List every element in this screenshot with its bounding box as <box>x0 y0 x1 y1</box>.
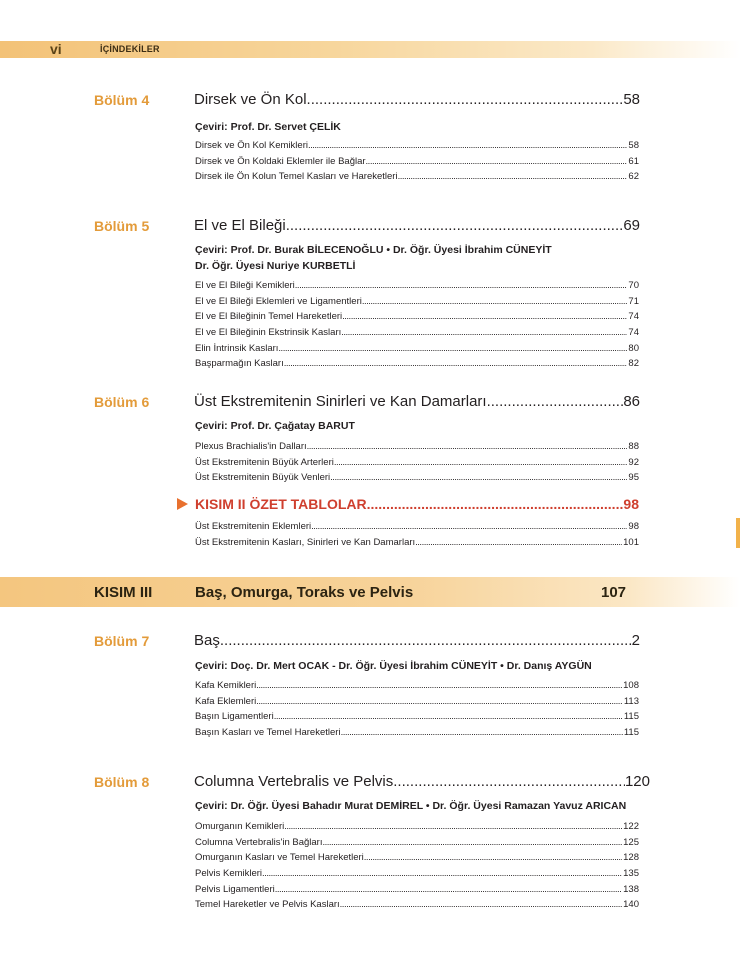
entry-title: Dirsek ile Ön Kolun Temel Kasları ve Hareketleri <box>195 171 398 183</box>
toc-entry[interactable] <box>195 835 639 851</box>
translators <box>195 658 625 674</box>
toc-entry[interactable] <box>195 866 639 882</box>
entry-title: Dirsek ve Ön Koldaki Eklemler ile Bağlar <box>195 155 366 167</box>
chapter-title: Baş <box>194 632 220 649</box>
summary-page: 98 <box>623 496 639 512</box>
entry-title: Omurganın Kasları ve Temel Hareketleri <box>195 852 364 864</box>
entry-title: El ve El Bileğinin Ekstrinsik Kasları <box>195 327 342 339</box>
dot-leader <box>307 439 628 455</box>
chapter-page: 69 <box>623 217 640 234</box>
translators <box>195 798 635 814</box>
entry-title: Kafa Eklemleri <box>195 695 257 707</box>
translators <box>195 418 625 434</box>
entry-page: 80 <box>628 342 639 354</box>
toc-entry[interactable] <box>195 138 639 154</box>
entry-list <box>195 278 639 372</box>
dot-leader <box>364 850 622 866</box>
translators <box>195 242 625 274</box>
entry-page: 61 <box>628 155 639 167</box>
dot-leader <box>367 495 624 513</box>
chapter-title-row[interactable] <box>194 393 640 411</box>
entry-page: 140 <box>623 899 639 911</box>
dot-leader <box>307 91 624 109</box>
entry-title: El ve El Bileği Eklemleri ve Ligamentleri <box>195 295 362 307</box>
toc-entry[interactable] <box>195 725 639 741</box>
entry-page: 108 <box>623 680 639 691</box>
dot-leader <box>275 882 622 898</box>
translator-line: Çeviri: Prof. Dr. Servet ÇELİK <box>195 121 341 133</box>
entry-title: Elin İntrinsik Kasları <box>195 342 279 354</box>
dot-leader <box>341 325 627 341</box>
entry-page: 135 <box>623 868 639 880</box>
toc-entry[interactable] <box>195 694 639 710</box>
entry-page: 58 <box>628 140 639 151</box>
chapter-page: 86 <box>623 393 640 410</box>
dot-leader <box>393 773 625 791</box>
chapter-label: Bölüm 8 <box>94 774 150 790</box>
entry-page: 88 <box>628 441 639 452</box>
dot-leader <box>366 154 628 170</box>
entry-page: 115 <box>623 727 639 739</box>
entry-page: 138 <box>623 883 639 895</box>
running-title: İÇİNDEKİLER <box>100 44 160 54</box>
chapter-page: 2 <box>631 632 640 649</box>
dot-leader <box>415 535 622 551</box>
dot-leader <box>220 632 632 650</box>
entry-list <box>195 439 639 486</box>
dot-leader <box>278 341 627 357</box>
translator-line: Dr. Öğr. Üyesi Nuriye KURBETLİ <box>195 260 356 272</box>
dot-leader <box>308 138 627 154</box>
entry-page: 70 <box>628 280 639 291</box>
entry-title: Pelvis Kemikleri <box>195 868 263 880</box>
dot-leader <box>311 519 627 535</box>
chapter-title: Üst Ekstremitenin Sinirleri ve Kan Damarları <box>194 393 487 410</box>
chapter-label: Bölüm 4 <box>94 92 150 108</box>
toc-entry[interactable] <box>195 519 639 535</box>
entry-page: 115 <box>623 711 639 723</box>
side-tab-marker <box>736 518 740 548</box>
dot-leader <box>295 278 628 294</box>
entry-title: Dirsek ve Ön Kol Kemikleri <box>195 140 308 151</box>
dot-leader <box>340 897 622 913</box>
toc-entry[interactable] <box>195 169 639 185</box>
entry-page: 74 <box>628 311 639 323</box>
dot-leader <box>330 470 627 486</box>
entry-title: El ve El Bileği Kemikleri <box>195 280 295 291</box>
toc-entry[interactable] <box>195 278 639 294</box>
chapter-title-row[interactable] <box>194 217 640 235</box>
entry-list <box>195 819 639 913</box>
entry-title: Üst Ekstremitenin Eklemleri <box>195 521 312 532</box>
toc-entry[interactable] <box>195 439 639 455</box>
entry-title: El ve El Bileğinin Temel Hareketleri <box>195 311 343 323</box>
dot-leader <box>487 393 624 411</box>
dot-leader <box>284 819 622 835</box>
translators <box>195 119 625 135</box>
entry-page: 71 <box>628 295 639 307</box>
toc-entry[interactable] <box>195 709 639 725</box>
page-number: vi <box>50 41 62 57</box>
chapter-title-row[interactable] <box>194 91 640 109</box>
summary-title: KISIM II ÖZET TABLOLAR <box>195 496 367 512</box>
dot-leader <box>398 169 628 185</box>
translator-line: Çeviri: Dr. Öğr. Üyesi Bahadır Murat DEMİREL • Dr. Öğr. Üyesi Ramazan Yavuz ARICAN <box>195 800 627 812</box>
entry-title: Columna Vertebralis'in Bağları <box>195 836 323 848</box>
chapter-title: Columna Vertebralis ve Pelvis <box>194 773 394 790</box>
entry-title: Pelvis Ligamentleri <box>195 883 275 895</box>
entry-list <box>195 678 639 741</box>
entry-page: 113 <box>623 695 639 707</box>
summary-entry-list <box>195 519 639 550</box>
toc-entry[interactable] <box>195 678 639 694</box>
dot-leader <box>286 217 624 235</box>
entry-title: Kafa Kemikleri <box>195 680 257 691</box>
toc-entry[interactable] <box>195 341 639 357</box>
toc-entry[interactable] <box>195 850 639 866</box>
entry-title: Başın Kasları ve Temel Hareketleri <box>195 727 341 739</box>
dot-leader <box>334 455 628 471</box>
entry-page: 74 <box>628 327 639 339</box>
entry-title: Üst Ekstremitenin Kasları, Sinirleri ve Kan Damarları <box>195 536 416 548</box>
translator-line: Çeviri: Prof. Dr. Burak BİLECENOĞLU • Dr. Öğr. Üyesi İbrahim CÜNEYİT <box>195 244 552 256</box>
entry-page: 95 <box>628 472 639 484</box>
entry-page: 122 <box>623 821 639 832</box>
summary-title-row[interactable] <box>177 495 639 513</box>
part-label: KISIM III <box>94 584 153 601</box>
arrow-right-icon <box>177 498 188 510</box>
dot-leader <box>274 709 623 725</box>
entry-title: Omurganın Kemikleri <box>195 821 285 832</box>
chapter-label: Bölüm 5 <box>94 218 150 234</box>
dot-leader <box>256 678 622 694</box>
chapter-title-row[interactable] <box>194 632 640 650</box>
dot-leader <box>323 835 623 851</box>
chapter-title: El ve El Bileği <box>194 217 286 234</box>
chapter-page: 58 <box>623 91 640 108</box>
entry-title: Üst Ekstremitenin Büyük Arterleri <box>195 456 334 468</box>
entry-page: 128 <box>623 852 639 864</box>
entry-title: Üst Ekstremitenin Büyük Venleri <box>195 472 331 484</box>
toc-entry[interactable] <box>195 356 639 372</box>
entry-page: 92 <box>628 456 639 468</box>
entry-page: 82 <box>628 358 639 370</box>
entry-title: Plexus Brachialis'in Dalları <box>195 441 307 452</box>
part-page: 107 <box>601 584 627 601</box>
dot-leader <box>284 356 628 372</box>
toc-entry[interactable] <box>195 294 639 310</box>
toc-entry[interactable] <box>195 897 639 913</box>
toc-entry[interactable] <box>195 882 639 898</box>
chapter-label: Bölüm 6 <box>94 394 150 410</box>
entry-list <box>195 138 639 185</box>
chapter-page: 120 <box>624 773 650 790</box>
dot-leader <box>362 294 628 310</box>
dot-leader <box>262 866 622 882</box>
toc-entry[interactable] <box>195 819 639 835</box>
entry-title: Başparmağın Kasları <box>195 358 284 370</box>
toc-entry[interactable] <box>195 309 639 325</box>
entry-title: Başın Ligamentleri <box>195 711 274 723</box>
entry-page: 125 <box>623 836 639 848</box>
dot-leader <box>341 725 623 741</box>
dot-leader <box>256 694 623 710</box>
translator-line: Çeviri: Prof. Dr. Çağatay BARUT <box>195 420 355 432</box>
dot-leader <box>342 309 627 325</box>
entry-page: 98 <box>628 521 639 532</box>
translator-line: Çeviri: Doç. Dr. Mert OCAK - Dr. Öğr. Üyesi İbrahim CÜNEYİT • Dr. Danış AYGÜN <box>195 660 592 672</box>
part-title[interactable]: Baş, Omurga, Toraks ve Pelvis <box>195 584 414 601</box>
toc-entry[interactable] <box>195 470 639 486</box>
chapter-label: Bölüm 7 <box>94 633 150 649</box>
toc-entry[interactable] <box>195 535 639 551</box>
toc-entry[interactable] <box>195 325 639 341</box>
chapter-title-row[interactable] <box>194 773 650 791</box>
entry-title: Temel Hareketler ve Pelvis Kasları <box>195 899 340 911</box>
toc-entry[interactable] <box>195 154 639 170</box>
chapter-title: Dirsek ve Ön Kol <box>194 91 307 108</box>
entry-page: 101 <box>623 536 639 548</box>
toc-entry[interactable] <box>195 455 639 471</box>
entry-page: 62 <box>628 171 639 183</box>
